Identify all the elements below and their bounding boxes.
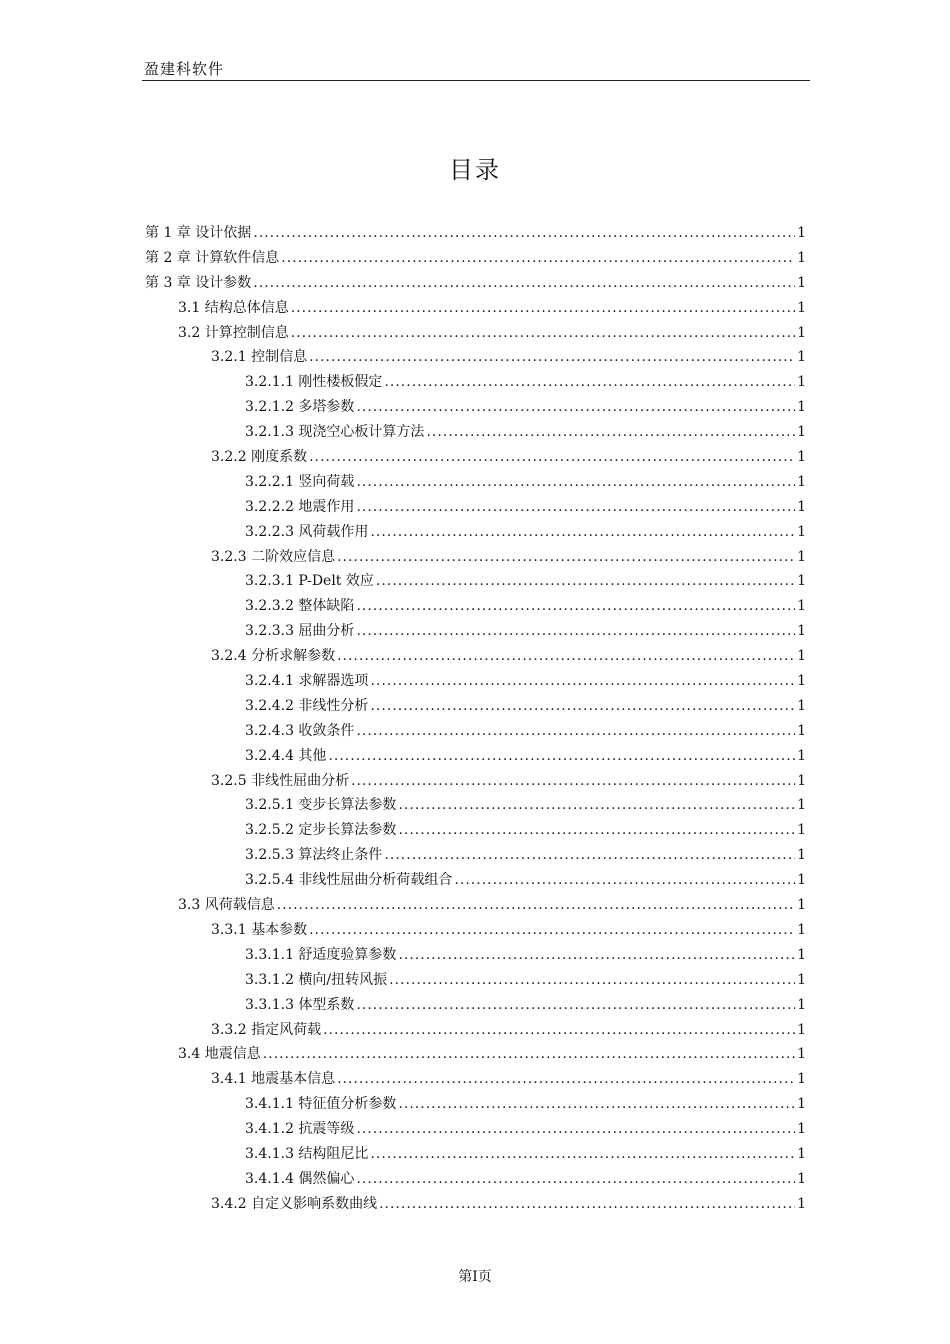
toc-dot-leader: [356, 1121, 795, 1137]
toc-dot-leader: [309, 449, 795, 465]
toc-dot-leader: [253, 225, 795, 241]
toc-dot-leader: [389, 972, 795, 988]
toc-dot-leader: [253, 275, 795, 291]
toc-dot-leader: [337, 1071, 795, 1087]
toc-entry-label: 3.2.4.1 求解器选项: [245, 673, 369, 690]
toc-dot-leader: [370, 524, 795, 540]
toc-entry[interactable]: [145, 994, 806, 1019]
toc-entry-label: 3.2.3.3 屈曲分析: [245, 623, 355, 640]
toc-entry-label: 3.3.1 基本参数: [211, 921, 308, 938]
toc-dot-leader: [328, 748, 795, 764]
toc-dot-leader: [370, 673, 795, 689]
toc-entry-label: 3.3.2 指定风荷载: [211, 1021, 322, 1038]
toc-entry-label: 3.2.2.3 风荷载作用: [245, 523, 369, 540]
toc-dot-leader: [398, 797, 795, 813]
toc-dot-leader: [370, 698, 795, 714]
toc-entry-page-number: 1: [797, 225, 806, 241]
toc-entry[interactable]: [145, 446, 806, 471]
toc-entry-label: 第 2 章 计算软件信息: [145, 249, 280, 266]
toc-entry-label: 3.2.2.1 竖向荷载: [245, 473, 355, 490]
toc-entry[interactable]: [145, 919, 806, 944]
toc-entry-page-number: 1: [797, 473, 806, 490]
toc-entry-page-number: 1: [797, 1195, 806, 1212]
toc-entry-page-number: 1: [797, 274, 806, 291]
toc-entry-label: 3.3 风荷载信息: [178, 897, 275, 914]
toc-entry[interactable]: [145, 322, 806, 347]
toc-entry-label: 3.2.4.3 收敛条件: [245, 722, 355, 739]
toc-entry[interactable]: [145, 819, 806, 844]
toc-entry-label: 3.2.3.1 P-Delt 效应: [245, 573, 374, 590]
toc-entry[interactable]: [145, 521, 806, 546]
toc-dot-leader: [356, 474, 795, 490]
toc-entry-page-number: 1: [797, 249, 806, 266]
toc-entry-page-number: 1: [797, 374, 806, 391]
toc-entry-page-number: 1: [797, 299, 806, 316]
toc-entry-label: 3.2.5 非线性屈曲分析: [211, 772, 350, 789]
toc-entry-label: 3.2.4.4 其他: [245, 747, 327, 764]
toc-dot-leader: [356, 997, 795, 1013]
toc-entry-page-number: 1: [797, 523, 806, 540]
toc-entry[interactable]: [145, 595, 806, 620]
toc-entry-label: 3.2 计算控制信息: [178, 324, 289, 341]
toc-entry-label: 3.2.5.4 非线性屈曲分析荷载组合: [245, 872, 453, 889]
toc-entry-page-number: 1: [797, 872, 806, 889]
toc-entry[interactable]: [145, 272, 806, 297]
toc-entry-page-number: 1: [797, 971, 806, 988]
toc-dot-leader: [356, 598, 795, 614]
toc-entry-label: 3.4.1.2 抗震等级: [245, 1121, 355, 1138]
toc-entry-label: 3.2.1.2 多塔参数: [245, 399, 355, 416]
toc-entry[interactable]: [145, 297, 806, 322]
toc-dot-leader: [384, 847, 795, 863]
toc-entry[interactable]: [145, 570, 806, 595]
toc-entry[interactable]: [145, 471, 806, 496]
toc-dot-leader: [323, 1022, 795, 1038]
toc-dot-leader: [356, 499, 795, 515]
toc-dot-leader: [291, 300, 795, 316]
toc-entry[interactable]: [145, 869, 806, 894]
toc-dot-leader: [398, 822, 795, 838]
toc-entry-label: 3.2.3 二阶效应信息: [211, 548, 336, 565]
toc-entry-label: 3.2.1.1 刚性楼板假定: [245, 374, 383, 391]
toc-entry-page-number: 1: [797, 1021, 806, 1038]
running-header: 盈建科软件: [144, 60, 225, 78]
toc-entry[interactable]: [145, 1093, 806, 1118]
toc-dot-leader: [356, 723, 795, 739]
toc-entry[interactable]: [145, 1168, 806, 1193]
toc-entry[interactable]: [145, 1019, 806, 1044]
toc-entry-page-number: 1: [797, 324, 806, 341]
toc-entry-label: 3.3.1.2 横向/扭转风振: [245, 971, 388, 988]
toc-entry-label: 3.4.1 地震基本信息: [211, 1071, 336, 1088]
toc-entry-page-number: 1: [797, 1071, 806, 1088]
toc-entry[interactable]: [145, 546, 806, 571]
toc-dot-leader: [356, 1171, 795, 1187]
toc-entry-label: 3.1 结构总体信息: [178, 299, 289, 316]
toc-entry[interactable]: [145, 620, 806, 645]
toc-dot-leader: [309, 349, 795, 365]
toc-entry[interactable]: [145, 1068, 806, 1093]
toc-entry[interactable]: [145, 944, 806, 969]
toc-entry[interactable]: [145, 794, 806, 819]
toc-dot-leader: [454, 872, 795, 888]
toc-entry-page-number: 1: [797, 921, 806, 938]
toc-entry[interactable]: [145, 1193, 806, 1218]
toc-dot-leader: [370, 1146, 795, 1162]
toc-dot-leader: [384, 374, 795, 390]
toc-entry-label: 3.2.4.2 非线性分析: [245, 697, 369, 714]
toc-entry-page-number: 1: [797, 847, 806, 864]
header-divider: [142, 80, 810, 81]
toc-dot-leader: [351, 773, 795, 789]
toc-dot-leader: [309, 922, 795, 938]
toc-entry-page-number: 1: [797, 1145, 806, 1162]
toc-dot-leader: [356, 623, 795, 639]
toc-entry-page-number: 1: [797, 996, 806, 1013]
toc-entry[interactable]: [145, 371, 806, 396]
toc-entry-page-number: 1: [797, 424, 806, 441]
toc-entry-label: 3.4.1.4 偶然偏心: [245, 1170, 355, 1187]
toc-entry-label: 3.2.5.1 变步长算法参数: [245, 797, 397, 814]
toc-entry-page-number: 1: [797, 598, 806, 615]
toc-entry-label: 第 1 章 设计依据: [145, 225, 252, 241]
toc-entry[interactable]: [145, 720, 806, 745]
toc-entry[interactable]: [145, 770, 806, 795]
toc-title: 目录: [449, 156, 501, 184]
toc-entry-page-number: 1: [797, 1096, 806, 1113]
toc-entry-label: 3.2.1 控制信息: [211, 349, 308, 366]
toc-dot-leader: [337, 648, 795, 664]
toc-dot-leader: [398, 947, 795, 963]
toc-entry-page-number: 1: [797, 722, 806, 739]
toc-entry-page-number: 1: [797, 548, 806, 565]
toc-entry-page-number: 1: [797, 648, 806, 665]
toc-entry-page-number: 1: [797, 946, 806, 963]
toc-dot-leader: [337, 549, 795, 565]
toc-entry-page-number: 1: [797, 797, 806, 814]
toc-entry-page-number: 1: [797, 1121, 806, 1138]
toc-dot-leader: [356, 399, 795, 415]
toc-entry-page-number: 1: [797, 697, 806, 714]
toc-entry[interactable]: [145, 670, 806, 695]
toc-dot-leader: [277, 897, 795, 913]
toc-entry-page-number: 1: [797, 349, 806, 366]
toc-entry-label: 3.4.1.3 结构阻尼比: [245, 1145, 369, 1162]
toc-entry[interactable]: [145, 496, 806, 521]
toc-entry-page-number: 1: [797, 673, 806, 690]
toc-entry[interactable]: [145, 247, 806, 272]
table-of-contents: [145, 222, 806, 1218]
toc-dot-leader: [379, 1196, 795, 1212]
toc-entry[interactable]: [145, 421, 806, 446]
toc-entry-page-number: 1: [797, 498, 806, 515]
toc-entry[interactable]: [145, 695, 806, 720]
toc-entry-label: 3.4.2 自定义影响系数曲线: [211, 1195, 378, 1212]
toc-dot-leader: [291, 325, 795, 341]
toc-entry-label: 3.4.1.1 特征值分析参数: [245, 1096, 397, 1113]
toc-dot-leader: [398, 1096, 795, 1112]
toc-dot-leader: [263, 1046, 795, 1062]
toc-entry-page-number: 1: [797, 772, 806, 789]
toc-entry-label: 3.2.2.2 地震作用: [245, 498, 355, 515]
toc-entry[interactable]: [145, 396, 806, 421]
toc-entry-page-number: 1: [797, 573, 806, 590]
toc-entry-label: 3.2.1.3 现浇空心板计算方法: [245, 424, 425, 441]
toc-entry-page-number: 1: [797, 897, 806, 914]
toc-entry-page-number: 1: [797, 747, 806, 764]
page-footer: 第I页: [458, 1269, 492, 1285]
toc-entry[interactable]: [145, 1143, 806, 1168]
toc-entry-label: 3.4 地震信息: [178, 1046, 261, 1063]
toc-entry-label: 3.2.4 分析求解参数: [211, 648, 336, 665]
toc-dot-leader: [426, 424, 795, 440]
toc-entry[interactable]: [145, 969, 806, 994]
toc-entry[interactable]: [145, 894, 806, 919]
toc-entry-page-number: 1: [797, 1170, 806, 1187]
toc-entry-label: 3.3.1.1 舒适度验算参数: [245, 946, 397, 963]
toc-entry-label: 3.3.1.3 体型系数: [245, 996, 355, 1013]
toc-entry[interactable]: [145, 346, 806, 371]
toc-entry-label: 3.2.3.2 整体缺陷: [245, 598, 355, 615]
toc-entry[interactable]: [145, 645, 806, 670]
toc-entry-page-number: 1: [797, 1046, 806, 1063]
toc-entry[interactable]: [145, 1118, 806, 1143]
toc-entry-page-number: 1: [797, 399, 806, 416]
toc-dot-leader: [376, 573, 795, 589]
toc-entry-page-number: 1: [797, 822, 806, 839]
toc-entry-page-number: 1: [797, 449, 806, 466]
toc-entry-label: 3.2.2 刚度系数: [211, 449, 308, 466]
toc-entry[interactable]: [145, 745, 806, 770]
toc-entry-label: 3.2.5.3 算法终止条件: [245, 847, 383, 864]
toc-entry[interactable]: [145, 1043, 806, 1068]
toc-entry[interactable]: [145, 844, 806, 869]
toc-entry-label: 3.2.5.2 定步长算法参数: [245, 822, 397, 839]
toc-entry-label: 第 3 章 设计参数: [145, 274, 252, 291]
toc-entry-page-number: 1: [797, 623, 806, 640]
toc-entry[interactable]: [145, 222, 806, 247]
toc-dot-leader: [281, 250, 795, 266]
